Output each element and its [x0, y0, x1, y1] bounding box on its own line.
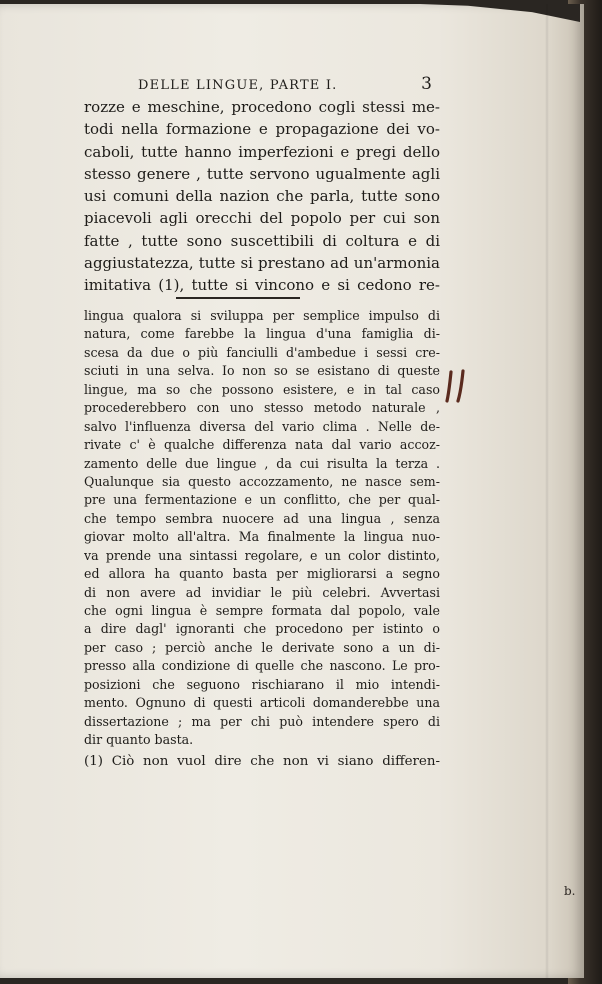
running-head: DELLE LINGUE, PARTE I.	[138, 78, 338, 93]
page-header	[138, 74, 438, 96]
note-line: procederebbero con uno stesso metodo naturale ,	[84, 400, 440, 416]
note-line: rivate c' è qualche differenza nata dal vario accoz-	[84, 437, 440, 453]
note-line: per caso ; perciò anche le derivate sono a un di-	[84, 639, 440, 655]
footnote-line: (1) Ciò non vuol dire che non vi siano differen-	[84, 754, 440, 769]
note-line: lingua qualora si sviluppa per semplice impulso di	[84, 308, 440, 323]
note-line: lingue, ma so che possono esistere, e in tal caso	[84, 381, 440, 397]
separator-rule	[176, 297, 300, 299]
torn-corner	[420, 4, 580, 22]
note-line: che tempo sembra nuocere ad una lingua , senza	[84, 510, 440, 526]
note-line: scesa da due o più fanciulli d'ambedue i sessi cre-	[84, 344, 440, 360]
text-line: imitativa (1), tutte si vincono e si cedono re-	[84, 276, 440, 295]
handwritten-margin-mark	[444, 368, 470, 404]
note-line: salvo l'influenza diversa del vario clima . Nelle de-	[84, 418, 440, 434]
footnote-block	[84, 752, 440, 772]
note-line: sciuti in una selva. Io non so se esistano di queste	[84, 363, 440, 379]
text-line: usi comuni della nazion che parla, tutte sono	[84, 187, 440, 206]
note-line: zamento delle due lingue , da cui risulta la terza .	[84, 455, 440, 471]
page-fold-shadow	[545, 4, 549, 978]
text-line: todi nella formazione e propagazione dei vo-	[84, 120, 440, 139]
note-line: dir quanto basta.	[84, 732, 194, 748]
note-line: ed allora ha quanto basta per migliorarsi a segno	[84, 566, 440, 582]
note-line: giovar molto all'altra. Ma finalmente la lingua nuo-	[84, 529, 440, 545]
page-number: 3	[421, 74, 432, 94]
text-line: piacevoli agli orecchi del popolo per cui son	[84, 209, 440, 228]
text-line: aggiustatezza, tutte si prestano ad un'armonia	[84, 254, 440, 273]
corner-mark: b.	[564, 884, 576, 898]
note-line: presso alla condizione di quelle che nascono. Le pro-	[84, 658, 440, 674]
text-line: fatte , tutte sono suscettibili di coltura e di	[84, 231, 440, 250]
note-line: a dire dagl' ignoranti che procedono per istinto o	[84, 621, 440, 637]
text-line: caboli, tutte hanno imperfezioni e pregi dello	[84, 142, 440, 161]
book-page	[0, 4, 584, 978]
note-line: posizioni che seguono rischiarano il mio intendi-	[84, 676, 440, 692]
note-line: di non avere ad invidiar le più celebri. Avvertasi	[84, 584, 440, 600]
text-line: stesso genere , tutte servono ugualmente agli	[84, 164, 440, 183]
note-line: natura, come farebbe la lingua d'una famiglia di-	[84, 326, 440, 342]
main-text-block	[84, 96, 440, 297]
note-line: mento. Ognuno di questi articoli domanderebbe una	[84, 695, 440, 711]
note-line: che ogni lingua è sempre formata dal popolo, vale	[84, 603, 440, 618]
text-line: rozze e meschine, procedono cogli stessi me-	[84, 98, 440, 116]
note-line: va prende una sintassi regolare, e un color distinto,	[84, 547, 440, 563]
note-line: dissertazione ; ma per chi può intendere spero di	[84, 713, 440, 729]
note-line: Qualunque sia questo accozzamento, ne nasce sem-	[84, 473, 440, 489]
note-text-block	[84, 307, 440, 750]
note-line: pre una fermentazione e un conflitto, che per qual-	[84, 492, 440, 508]
